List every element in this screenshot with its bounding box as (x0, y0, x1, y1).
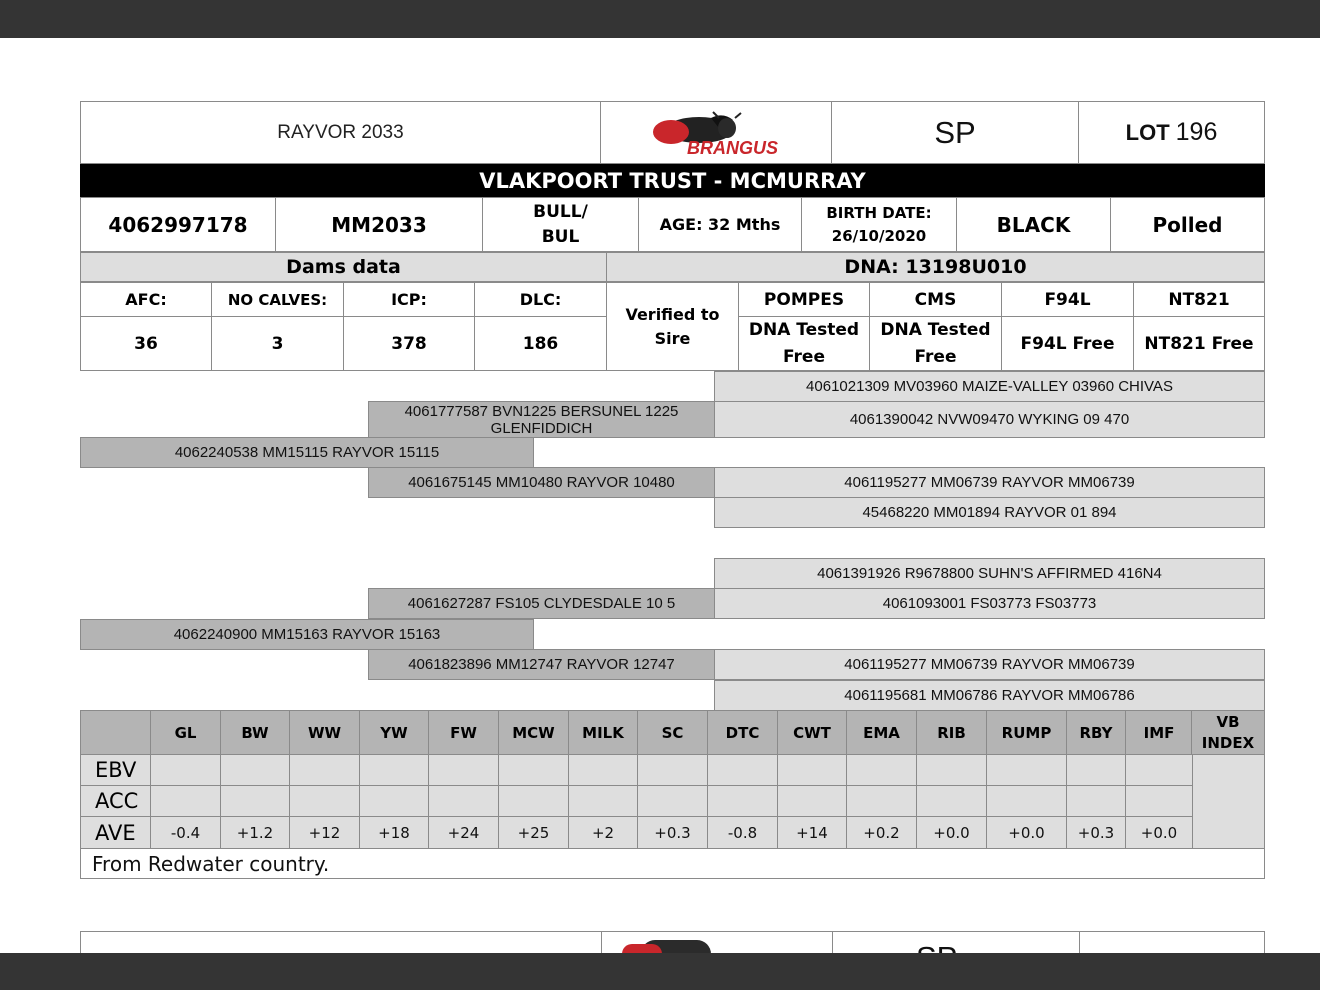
acc-value-cell (1066, 785, 1126, 817)
ave-value-cell: +1.2 (220, 816, 290, 849)
ebv-value-cell (220, 754, 290, 786)
colour: BLACK (956, 197, 1111, 252)
ave-value-cell: +0.0 (1125, 816, 1193, 849)
ebv-value-cell (986, 754, 1067, 786)
pedigree-sire-sire-dam: 4061390042 NVW09470 WYKING 09 470 (714, 401, 1265, 438)
ebv-column-header: BW (220, 710, 290, 755)
acc-value-cell (1125, 785, 1193, 817)
acc-value-cell (707, 785, 778, 817)
next-lot-card (80, 931, 1265, 953)
ave-value-cell: +14 (777, 816, 847, 849)
next-card-divider (601, 931, 602, 954)
dna-test-f94l-name: F94L (1001, 282, 1134, 317)
animal-tag: MM2033 (275, 197, 483, 252)
acc-value-cell (150, 785, 221, 817)
pedigree-dam-sire-sire: 4061391926 R9678800 SUHN'S AFFIRMED 416N4 (714, 558, 1265, 589)
ebv-value-cell (846, 754, 917, 786)
horn-status: Polled (1110, 197, 1265, 252)
ebv-column-header: MCW (498, 710, 569, 755)
dlc-value: 186 (474, 316, 607, 371)
ebv-column-header: CWT (777, 710, 847, 755)
ave-value-cell: -0.8 (707, 816, 778, 849)
sire-line-title: RAYVOR 2033 (80, 101, 601, 164)
ebv-value-cell (498, 754, 569, 786)
lot-number (1078, 101, 1265, 164)
ebv-value-cell (359, 754, 429, 786)
next-card-divider (832, 931, 833, 954)
acc-value-cell (220, 785, 290, 817)
birth-date (801, 197, 957, 252)
lot-value: 196 (1175, 118, 1218, 146)
acc-value-cell (916, 785, 987, 817)
ebv-row-label: EBV (80, 754, 151, 786)
comment: From Redwater country. (80, 848, 1265, 879)
ebv-value-cell (1125, 754, 1193, 786)
acc-value-cell (568, 785, 638, 817)
dlc-label: DLC: (474, 282, 607, 317)
sex: BULL/ BUL (482, 197, 639, 252)
brangus-logo (600, 101, 832, 164)
vb-index-header: VB INDEX (1191, 710, 1265, 755)
ave-value-cell: +0.3 (1066, 816, 1126, 849)
acc-value-cell (289, 785, 360, 817)
ebv-column-header: RBY (1066, 710, 1126, 755)
ave-value-cell: +0.0 (916, 816, 987, 849)
verified-to-sire: Verified to Sire (606, 282, 739, 371)
ebv-column-header: MILK (568, 710, 638, 755)
ebv-value-cell (150, 754, 221, 786)
ebv-column-header: EMA (846, 710, 917, 755)
next-card-divider (1079, 931, 1080, 954)
afc-value: 36 (80, 316, 212, 371)
ebv-value-cell (707, 754, 778, 786)
pedigree-dam-dam-sire: 4061195277 MM06739 RAYVOR MM06739 (714, 649, 1265, 680)
pedigree-sire-sire: 4061777587 BVN1225 BERSUNEL 1225 GLENFIDDICH (368, 401, 715, 438)
pedigree-dam-sire: 4061627287 FS105 CLYDESDALE 10 5 (368, 588, 715, 619)
ebv-column-header: SC (637, 710, 708, 755)
acc-row-label: ACC (80, 785, 151, 817)
ebv-column-header: RUMP (986, 710, 1067, 755)
age: AGE: 32 Mths (638, 197, 802, 252)
lot-label: LOT (1125, 119, 1170, 145)
afc-label: AFC: (80, 282, 212, 317)
acc-value-cell (986, 785, 1067, 817)
pedigree-dam-dam-dam: 4061195681 MM06786 RAYVOR MM06786 (714, 680, 1265, 711)
ave-value-cell: +12 (289, 816, 360, 849)
ave-value-cell: +18 (359, 816, 429, 849)
brangus-logo-icon (641, 108, 791, 158)
ebv-value-cell (637, 754, 708, 786)
ebv-value-cell (568, 754, 638, 786)
breeder-name: VLAKPOORT TRUST - MCMURRAY (80, 164, 1265, 197)
ave-value-cell: +0.3 (637, 816, 708, 849)
icp-value: 378 (343, 316, 475, 371)
ebv-column-header: FW (428, 710, 499, 755)
acc-value-cell (777, 785, 847, 817)
ebv-corner-cell (80, 710, 151, 755)
logo-text: BRANGUS (687, 137, 779, 158)
ave-row-label: AVE (80, 816, 151, 849)
pedigree-sire-dam-dam: 45468220 MM01894 RAYVOR 01 894 (714, 497, 1265, 528)
ebv-column-header: IMF (1125, 710, 1193, 755)
pedigree-sire-dam-sire: 4061195277 MM06739 RAYVOR MM06739 (714, 467, 1265, 498)
calves-label: NO CALVES: (211, 282, 344, 317)
ebv-value-cell (289, 754, 360, 786)
status-badge: SP (831, 101, 1079, 164)
acc-value-cell (428, 785, 499, 817)
acc-value-cell (498, 785, 569, 817)
ave-value-cell: +2 (568, 816, 638, 849)
registration-number: 4062997178 (80, 197, 276, 252)
acc-value-cell (846, 785, 917, 817)
dna-test-pompes-result: DNA Tested Free (738, 316, 870, 371)
dna-test-nt821-name: NT821 (1133, 282, 1265, 317)
pedigree-dam: 4062240900 MM15163 RAYVOR 15163 (80, 619, 534, 650)
ave-value-cell: +0.0 (986, 816, 1067, 849)
dna-test-nt821-result: NT821 Free (1133, 316, 1265, 371)
dna-test-cms-result: DNA Tested Free (869, 316, 1002, 371)
ebv-value-cell (777, 754, 847, 786)
acc-value-cell (359, 785, 429, 817)
ebv-column-header: GL (150, 710, 221, 755)
acc-value-cell (637, 785, 708, 817)
birth-date-value: 26/10/2020 (831, 226, 927, 245)
birth-date-label: BIRTH DATE: (826, 203, 932, 222)
ave-value-cell: +0.2 (846, 816, 917, 849)
pedigree-sire: 4062240538 MM15115 RAYVOR 15115 (80, 437, 534, 468)
dna-test-f94l-result: F94L Free (1001, 316, 1134, 371)
pedigree-sire-dam: 4061675145 MM10480 RAYVOR 10480 (368, 467, 715, 498)
dna-heading: DNA: 13198U010 (606, 252, 1265, 282)
icp-label: ICP: (343, 282, 475, 317)
dna-test-cms-name: CMS (869, 282, 1002, 317)
dna-test-pompes-name: POMPES (738, 282, 870, 317)
ebv-column-header: DTC (707, 710, 778, 755)
vb-index-value (1191, 754, 1265, 849)
ave-value-cell: -0.4 (150, 816, 221, 849)
ebv-value-cell (428, 754, 499, 786)
ebv-column-header: WW (289, 710, 360, 755)
ebv-column-header: YW (359, 710, 429, 755)
calves-value: 3 (211, 316, 344, 371)
viewer-bottom-bar (0, 953, 1320, 990)
viewer-top-bar (0, 0, 1320, 38)
dams-data-heading: Dams data (80, 252, 607, 282)
ave-value-cell: +25 (498, 816, 569, 849)
pedigree-dam-sire-dam: 4061093001 FS03773 FS03773 (714, 588, 1265, 619)
ebv-column-header: RIB (916, 710, 987, 755)
pedigree-dam-dam: 4061823896 MM12747 RAYVOR 12747 (368, 649, 715, 680)
ave-value-cell: +24 (428, 816, 499, 849)
ebv-value-cell (916, 754, 987, 786)
pedigree-sire-sire-sire: 4061021309 MV03960 MAIZE-VALLEY 03960 CHIVAS (714, 371, 1265, 402)
ebv-value-cell (1066, 754, 1126, 786)
